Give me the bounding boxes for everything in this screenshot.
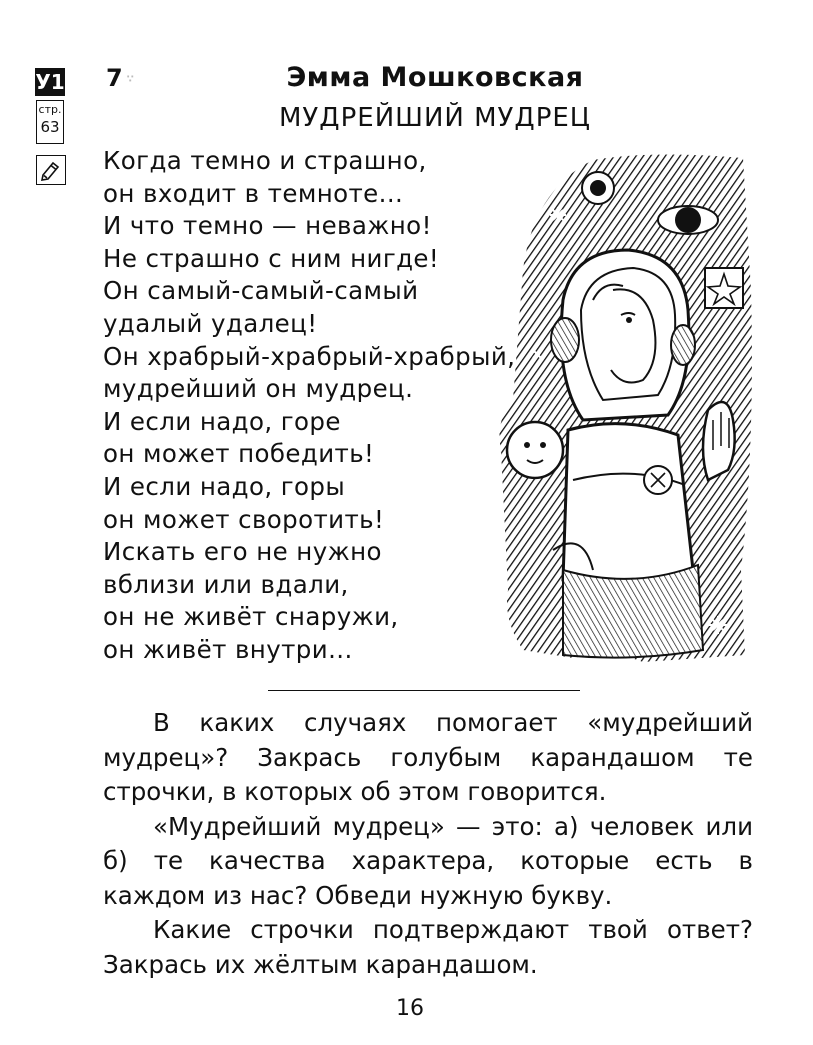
poem-line: И что темно — неважно!: [103, 211, 432, 241]
poem-text: [103, 145, 523, 667]
poem-line: он может своротить!: [103, 504, 385, 534]
page-reference-number: 63: [40, 118, 60, 137]
poem-line: И если надо, горе: [103, 406, 341, 436]
page-reference-label: стр.: [38, 103, 62, 116]
page-reference: [36, 100, 64, 144]
poem-line: Он храбрый-храбрый-храбрый,: [103, 341, 516, 371]
poem-line: Не страшно с ним нигде!: [103, 243, 440, 273]
poem-line: он входит в темноте...: [103, 178, 404, 208]
poem-line: он может победить!: [103, 439, 375, 469]
page-number: 16: [396, 996, 424, 1021]
poem-line: Искать его не нужно: [103, 537, 382, 567]
questions-block: [103, 706, 753, 982]
poem-line: И если надо, горы: [103, 471, 346, 501]
poem-line: Он самый-самый-самый: [103, 276, 419, 306]
pencil-icon: [36, 155, 66, 185]
unit-badge: У1: [35, 70, 65, 94]
lesson-number-text: 7: [106, 64, 123, 92]
poem-line: вблизи или вдали,: [103, 569, 349, 599]
question-paragraph: В каких случаях помогает «мудрейший мудрец»? Закрась голубым карандашом те строчки, в которых об этом говорится.: [103, 708, 753, 806]
section-divider: [268, 690, 580, 691]
decorative-dots: ∵: [126, 73, 135, 85]
poem-line: Когда темно и страшно,: [103, 146, 427, 175]
astronaut-illustration: [493, 150, 755, 662]
poem-line: он живёт внутри...: [103, 634, 353, 664]
poem-line: удалый удалец!: [103, 308, 318, 338]
poem-line: мудрейший он мудрец.: [103, 374, 414, 404]
lesson-number: [106, 64, 135, 92]
author-name: Эмма Мошковская: [286, 62, 584, 93]
question-paragraph: «Мудрейший мудрец» — это: а) человек или б) те качества характера, которые есть в каждом из нас? Обведи нужную букву.: [103, 811, 753, 910]
poem-line: он не живёт снаружи,: [103, 602, 399, 632]
poem-title: МУДРЕЙШИЙ МУДРЕЦ: [279, 103, 591, 133]
question-paragraph: Какие строчки подтверждают твой ответ? Закрась их жёлтым карандашом.: [103, 915, 753, 979]
